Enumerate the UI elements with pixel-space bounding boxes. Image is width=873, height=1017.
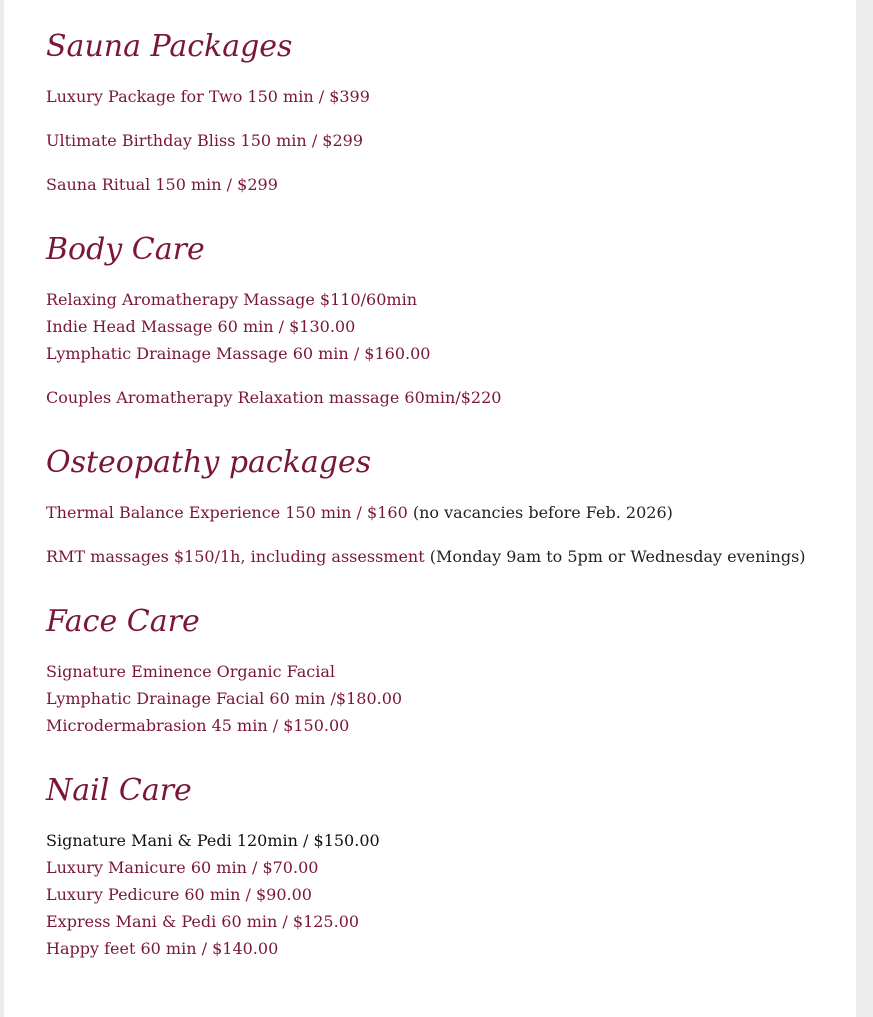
service-link-luxury-pedicure[interactable]: Luxury Pedicure 60 min / $90.00: [46, 885, 312, 904]
sauna-items-3: [46, 171, 846, 198]
service-link-thermal-balance-experience[interactable]: Thermal Balance Experience 150 min / $160: [46, 503, 408, 522]
service-link-rmt-massages[interactable]: RMT massages $150/1h, including assessment: [46, 547, 425, 566]
section-title-body-care: Body Care: [46, 232, 205, 267]
face-care-items: [46, 658, 846, 739]
service-link-microdermabrasion[interactable]: Microdermabrasion 45 min / $150.00: [46, 716, 350, 735]
osteopathy-item-1: [46, 499, 846, 526]
section-face-care: [46, 602, 846, 642]
service-signature-mani-pedi: Signature Mani & Pedi 120min / $150.00: [46, 831, 380, 850]
list-item: [46, 499, 846, 526]
service-link-lymphatic-drainage-massage[interactable]: Lymphatic Drainage Massage 60 min / $160.00: [46, 344, 431, 363]
osteopathy-item-2: [46, 543, 846, 570]
service-link-indie-head-massage[interactable]: Indie Head Massage 60 min / $130.00: [46, 317, 356, 336]
service-link-happy-feet[interactable]: Happy feet 60 min / $140.00: [46, 939, 279, 958]
section-title-osteopathy-packages: Osteopathy packages: [46, 445, 372, 480]
section-nail-care: [46, 771, 846, 811]
section-sauna-packages: [46, 27, 846, 67]
service-link-couples-aromatherapy-massage[interactable]: Couples Aromatherapy Relaxation massage 60min/$220: [46, 388, 502, 407]
schedule-note: (Monday 9am to 5pm or Wednesday evenings): [429, 547, 806, 566]
service-link-express-mani-pedi[interactable]: Express Mani & Pedi 60 min / $125.00: [46, 912, 360, 931]
service-link-sauna-ritual[interactable]: Sauna Ritual 150 min / $299: [46, 175, 278, 194]
section-body-care: [46, 230, 846, 270]
service-link-luxury-package-for-two[interactable]: Luxury Package for Two 150 min / $399: [46, 87, 370, 106]
section-title-sauna-packages: Sauna Packages: [46, 29, 293, 64]
service-link-relaxing-aromatherapy-massage[interactable]: Relaxing Aromatherapy Massage $110/60min: [46, 290, 417, 309]
body-care-items-2: [46, 384, 846, 411]
list-item: [46, 543, 846, 570]
availability-note: (no vacancies before Feb. 2026): [412, 503, 673, 522]
service-link-signature-eminence-facial[interactable]: Signature Eminence Organic Facial: [46, 662, 335, 681]
nail-care-items: [46, 827, 846, 962]
service-link-ultimate-birthday-bliss[interactable]: Ultimate Birthday Bliss 150 min / $299: [46, 131, 364, 150]
sauna-items: [46, 83, 846, 110]
service-link-lymphatic-drainage-facial[interactable]: Lymphatic Drainage Facial 60 min /$180.00: [46, 689, 403, 708]
section-osteopathy-packages: [46, 443, 846, 483]
section-title-face-care: Face Care: [46, 604, 200, 639]
body-care-items: [46, 286, 846, 367]
service-link-luxury-manicure[interactable]: Luxury Manicure 60 min / $70.00: [46, 858, 319, 877]
page-background: [4, 0, 856, 1017]
sauna-items-2: [46, 127, 846, 154]
section-title-nail-care: Nail Care: [46, 773, 192, 808]
